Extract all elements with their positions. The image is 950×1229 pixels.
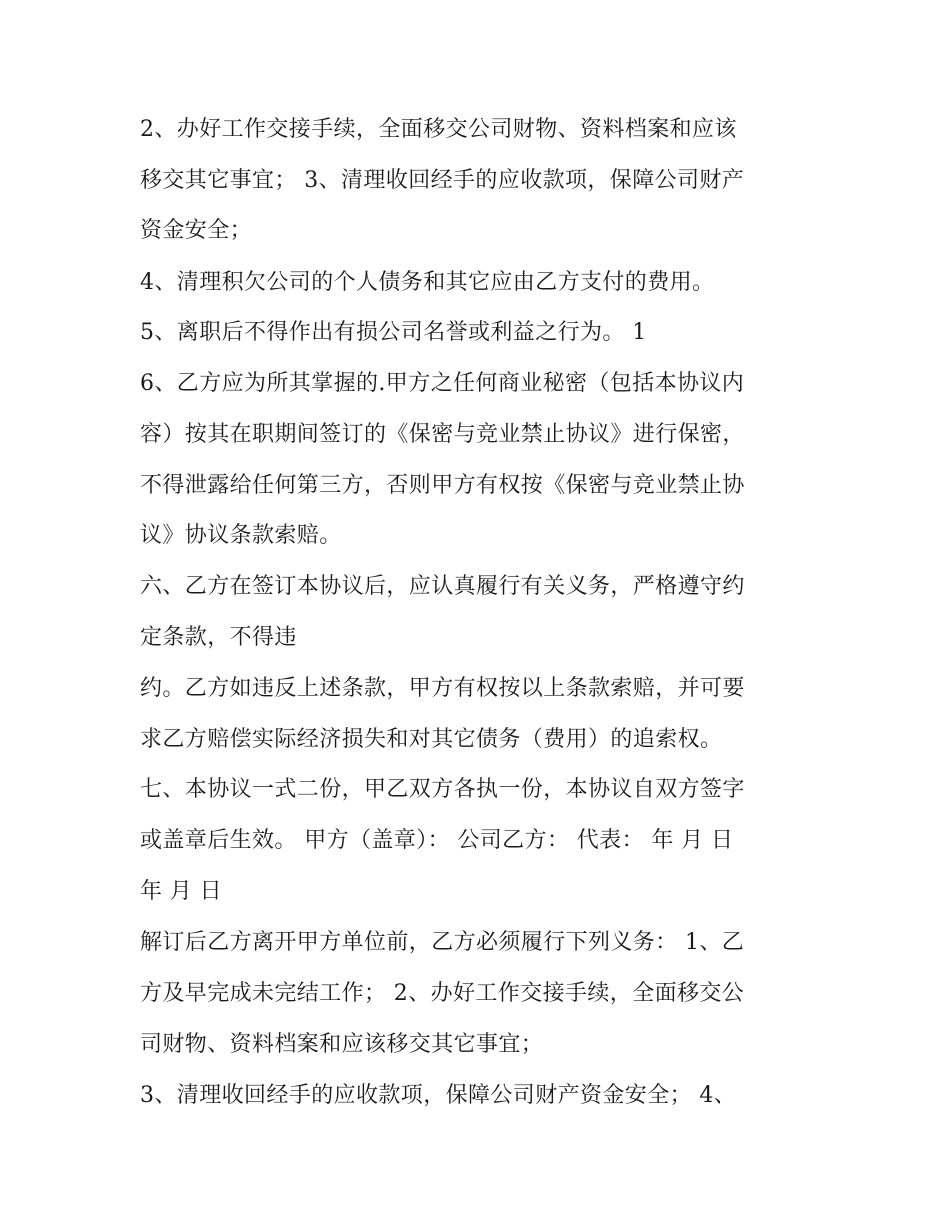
text-line: 4、清理积欠公司的个人债务和其它应由乙方支付的费用。 — [140, 270, 715, 295]
text-line: 求乙方赔偿实际经济损失和对其它债务（费用）的追索权。 — [140, 727, 723, 752]
text-line: 方及早完成未完结工作； 2、办好工作交接手续，全面移交公 — [140, 981, 745, 1006]
text-line: 议》协议条款索赔。 — [140, 523, 342, 548]
text-line: 5、离职后不得作出有损公司名誉或利益之行为。 1 — [140, 320, 647, 345]
text-line: 定条款，不得违 — [140, 625, 297, 650]
text-line: 资金安全； — [140, 218, 253, 243]
text-line: 约。乙方如违反上述条款，甲方有权按以上条款索赔，并可要 — [140, 676, 745, 701]
text-line: 司财物、资料档案和应该移交其它事宜； — [140, 1032, 544, 1057]
text-line: 六、乙方在签订本协议后，应认真履行有关义务，严格遵守约 — [140, 574, 745, 599]
text-line: 年 月 日 — [140, 879, 222, 904]
text-line: 容）按其在职期间签订的《保密与竞业禁止协议》进行保密， — [140, 422, 745, 447]
text-line: 解订后乙方离开甲方单位前，乙方必须履行下列义务： 1、乙 — [140, 930, 745, 955]
text-line: 七、本协议一式二份，甲乙双方各执一份，本协议自双方签字 — [140, 777, 745, 802]
text-line: 3、清理收回经手的应收款项，保障公司财产资金安全； 4、 — [140, 1083, 737, 1108]
text-line: 不得泄露给任何第三方，否则甲方有权按《保密与竞业禁止协 — [140, 473, 745, 498]
text-line: 2、办好工作交接手续，全面移交公司财物、资料档案和应该 — [140, 117, 737, 142]
text-line: 6、乙方应为所其掌握的.甲方之任何商业秘密（包括本协议内 — [140, 371, 745, 396]
text-line: 移交其它事宜； 3、清理收回经手的应收款项，保障公司财产 — [140, 168, 745, 193]
text-line: 或盖章后生效。 甲方（盖章）： 公司乙方： 代表： 年 月 日 — [140, 828, 734, 853]
